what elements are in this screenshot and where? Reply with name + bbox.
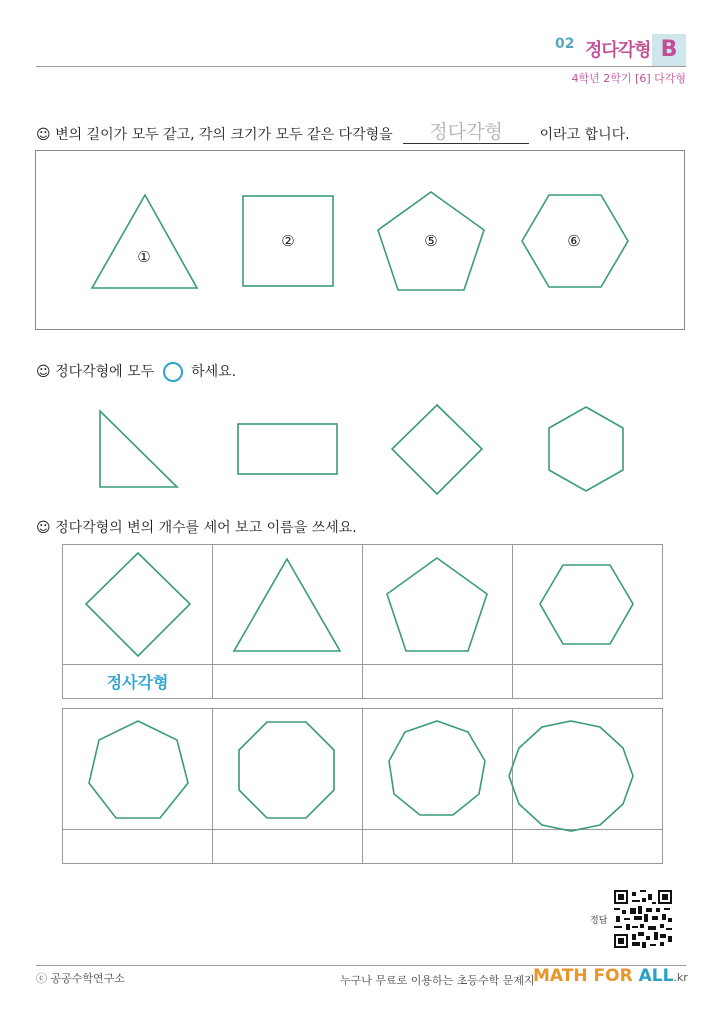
logo-math: MATH [533,966,594,986]
smile-icon: ☺ [36,520,51,536]
logo-all: ALL [638,966,674,986]
decagon-shape [509,721,633,831]
question-3-text: 정다각형의 변의 개수를 세어 보고 이름을 쓰세요. [55,520,357,536]
hexagon-shape [540,565,633,644]
right-triangle-shape[interactable] [100,411,177,487]
shape-label: ② [281,232,295,250]
smile-icon: ☺ [36,364,51,380]
triangle-shape [234,559,340,651]
hexagon-shape[interactable] [549,407,623,491]
question-2-text-after: 하세요. [191,364,237,380]
equilateral-triangle-shape [92,195,197,288]
smile-icon: ☺ [36,127,51,143]
footer-slogan: 누구나 무료로 이용하는 초등수학 문제지 [340,974,535,987]
question-2-text-before: 정다각형에 모두 [55,364,155,380]
rectangle-shape[interactable] [238,424,337,474]
page-title: 정다각형 [585,40,651,61]
question-1-text-before: 변의 길이가 모두 같고, 각의 크기가 모두 같은 다각형을 [55,127,393,143]
level-badge: B [652,34,686,66]
octagon-shape [239,722,334,818]
logo-kr: .kr [673,971,688,984]
qr-code-icon[interactable] [614,890,672,948]
pentagon-shape [387,558,487,651]
heptagon-shape [89,721,188,818]
shape-label: ⑥ [567,232,581,250]
question-1-text-after: 이라고 합니다. [539,127,630,143]
rhombus-shape[interactable] [392,405,482,494]
square-rotated-shape [86,553,190,656]
shape-label: ① [137,248,151,266]
unit-subtitle: 4학년 2학기 [6] 다각형 [571,72,686,85]
answer-blank[interactable]: 정다각형 [403,121,529,144]
shape-label: ⑤ [424,232,438,250]
nonagon-shape [389,721,485,815]
logo-for: FOR [593,966,639,986]
copyright-text: ⓒ 공공수학연구소 [36,972,125,985]
answer-cell[interactable]: 정사각형 [63,665,213,699]
qr-label: 정답 [590,916,608,926]
site-logo[interactable] [533,966,688,986]
lesson-number: 02 [555,36,575,52]
